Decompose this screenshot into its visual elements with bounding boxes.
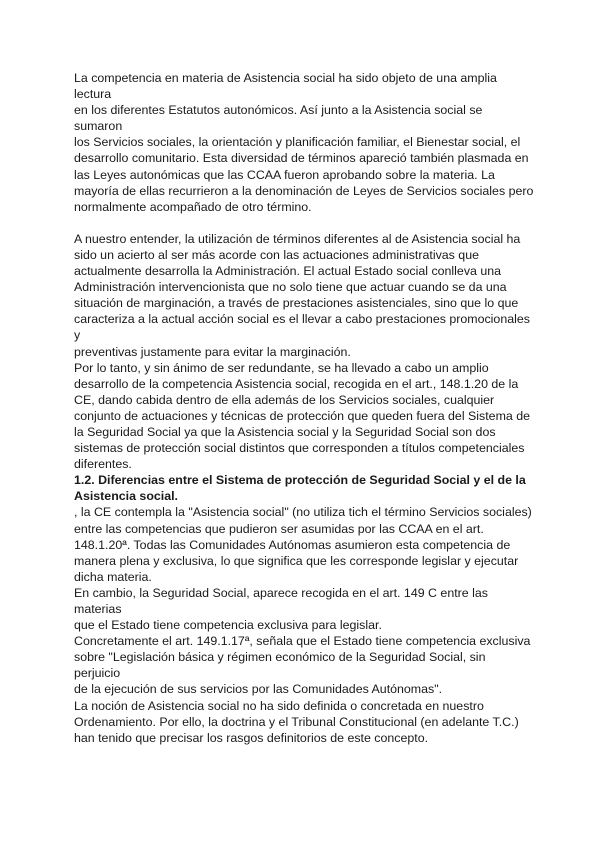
paragraph-nocion: La noción de Asistencia social no ha sido definida o concretada en nuestro Ordenamiento. Por ello, la doctrina y el Tribunal Constitucional (en adelante T.C.) han tenido que precisar los rasgos definitorios de este concepto.: [74, 698, 519, 745]
section-heading: 1.2. Diferencias entre el Sistema de protección de Seguridad Social y el de la Asistencia social.: [74, 473, 526, 504]
paragraph-en-cambio: En cambio, la Seguridad Social, aparece recogida en el art. 149 C entre las materias que el Estado tiene competencia exclusiva para legislar.: [74, 585, 488, 633]
paragraph-concretamente: Concretamente el art. 149.1.17ª, señala que el Estado tiene competencia exclusiva sobre "Legislación básica y régimen económico de la Seguridad Social, sin perjuicio de la ejecución de sus servicios por las Comunidades Autónomas".: [74, 634, 531, 697]
paragraph-nuestro-entender: A nuestro entender, la utilización de términos diferentes al de Asistencia social ha sido un acierto al ser más acorde con las actuaciones administrativas que actualmente desarrolla la Administración. El actual Estado social conlleva una Administración intervencionista que no solo tiene que actuar cuando se da una situación de marginación, a través de prestaciones asistenciales, sino que lo que caracteriza a la actual acción social es el llevar a cabo prestaciones promocionales y preventivas justamente para evitar la marginación.: [74, 231, 530, 359]
paragraph-ce-contempla: , la CE contempla la "Asistencia social" (no utiliza tich el término Servicios sociales) entre las competencias que pudieron ser asumidas por las CCAA en el art. 148.1.20ª. Todas las Comunidades Autónomas asumieron esta competencia de manera plena y exclusiva, lo que significa que les corresponde legislar y ejecutar dicha materia.: [74, 505, 532, 584]
paragraph-competencia-asistencia: La competencia en materia de Asistencia social ha sido objeto de una amplia lectura en los diferentes Estatutos autonómicos. Así junto a la Asistencia social se sumaron los Servicios sociales, la orientación y planificación familiar, el Bienestar social, el desarrollo comunitario. Esta diversidad de términos apareció también plasmada en las Leyes autonómicas que las CCAA fueron aprobando sobre la materia. La mayoría de ellas recurrieron a la denominación de Leyes de Servicios sociales pero normalmente acompañado de otro término.: [74, 71, 534, 214]
document-page: [74, 70, 534, 746]
paragraph-spacer: [74, 215, 534, 231]
paragraph-por-lo-tanto: Por lo tanto, y sin ánimo de ser redundante, se ha llevado a cabo un amplio desarrollo de la competencia Asistencia social, recogida en el art., 148.1.20 de la CE, dando cabida dentro de ella además de los Servicios sociales, cualquier conjunto de actuaciones y técnicas de protección que queden fuera del Sistema de la Seguridad Social ya que la Asistencia social y la Seguridad Social son dos sistemas de protección social distintos que corresponden a títulos competenciales diferentes.: [74, 360, 531, 472]
